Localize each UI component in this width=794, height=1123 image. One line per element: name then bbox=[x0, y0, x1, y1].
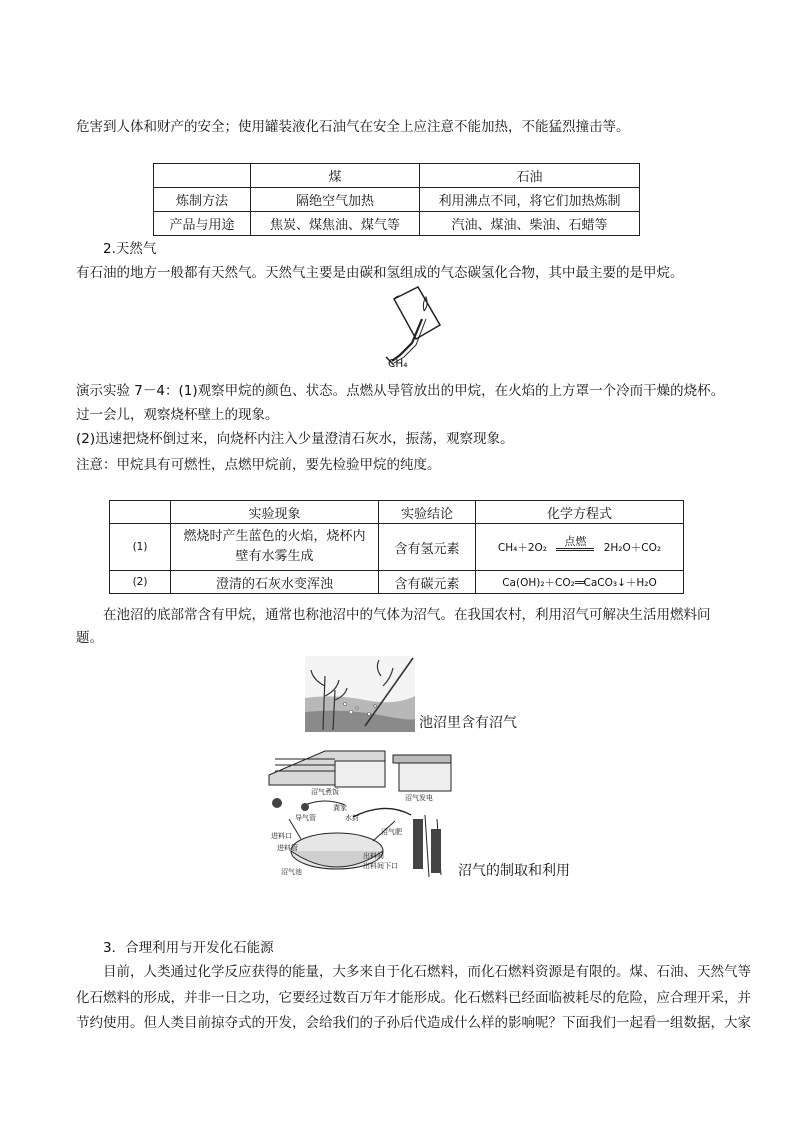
table-cell bbox=[171, 524, 379, 571]
table-header-cell: 石油 bbox=[420, 164, 640, 188]
table-header-cell: 实验现象 bbox=[171, 501, 379, 524]
table-header-cell bbox=[110, 501, 171, 524]
diagram-label: 导气管 bbox=[295, 814, 316, 822]
section-heading: 3．合理利用与开发化石能源 bbox=[103, 940, 274, 956]
paragraph-line: (2)迅速把烧杯倒过来，向烧杯内注入少量澄清石灰水，振荡，观察现象。 bbox=[76, 431, 514, 447]
table-header-cell: 实验结论 bbox=[379, 501, 476, 524]
table-cell: 澄清的石灰水变浑浊 bbox=[171, 571, 379, 594]
paragraph-line: 在池沼的底部常含有甲烷，通常也称池沼中的气体为沼气。在我国农村，利用沼气可解决生活用燃料问 bbox=[103, 607, 711, 623]
reaction-arrow bbox=[556, 536, 594, 551]
table-cell: 隔绝空气加热 bbox=[251, 188, 420, 212]
table-cell: (2) bbox=[110, 571, 171, 594]
paragraph-line: 节约使用。但人类目前掠夺式的开发，会给我们的子孙后代造成什么样的影响呢？下面我们一起看一组数据，大家 bbox=[76, 1015, 751, 1031]
diagram-label: 沼气肥 bbox=[381, 828, 402, 836]
reaction-condition: 点燃 bbox=[564, 534, 587, 548]
table-cell: 焦炭、煤焦油、煤气等 bbox=[251, 212, 420, 236]
table-cell: 炼制方法 bbox=[154, 188, 251, 212]
table-row bbox=[154, 188, 640, 212]
table-header-cell bbox=[154, 164, 251, 188]
table-cell bbox=[476, 524, 684, 571]
paragraph-line: 过一会儿，观察烧杯壁上的现象。 bbox=[76, 407, 279, 423]
equation-right: CaCO₃↓＋H₂O bbox=[583, 576, 657, 589]
ch4-label: CH₄ bbox=[388, 358, 408, 370]
table-row bbox=[154, 212, 640, 236]
paragraph-line: 目前，人类通过化学反应获得的能量，大多来自于化石燃料，而化石燃料资源是有限的。煤、石油、天然气等 bbox=[103, 964, 751, 980]
diagram-label: 水封 bbox=[345, 814, 359, 822]
table-cell: 汽油、煤油、柴油、石蜡等 bbox=[420, 212, 640, 236]
table-row bbox=[110, 571, 684, 594]
diagram-label: 沼气池 bbox=[281, 868, 302, 876]
pond-figure bbox=[305, 656, 415, 732]
diagram-label: 进料管 bbox=[277, 844, 298, 852]
table-header-row bbox=[110, 501, 684, 524]
diagram-label: 沼气煮饭 bbox=[311, 788, 339, 796]
paragraph-line: 题。 bbox=[76, 630, 103, 646]
figure-caption: 池沼里含有沼气 bbox=[419, 715, 517, 731]
table-row bbox=[110, 524, 684, 571]
table-cell: 产品与用途 bbox=[154, 212, 251, 236]
diagram-label: 粪家 bbox=[333, 804, 347, 812]
methane-experiment-table bbox=[109, 500, 684, 594]
phenomenon-text: 燃烧时产生蓝色的火焰，烧杯内 bbox=[183, 529, 366, 544]
equation-left: CH₄＋2O₂ bbox=[497, 541, 548, 554]
diagram-label: 进料口 bbox=[271, 832, 292, 840]
equation-left: Ca(OH)₂＋CO₂ bbox=[502, 576, 575, 589]
diagram-label: 出料间下口 bbox=[363, 862, 398, 870]
table-cell: 利用沸点不同，将它们加热炼制 bbox=[420, 188, 640, 212]
diagram-label: 沼气发电 bbox=[405, 794, 433, 802]
biogas-diagram bbox=[265, 745, 455, 883]
phenomenon-text: 壁有水雾生成 bbox=[235, 549, 314, 564]
intro-line: 危害到人体和财产的安全；使用罐装液化石油气在安全上应注意不能加热，不能猛烈撞击等。 bbox=[76, 119, 630, 135]
equation-right: 2H₂O＋CO₂ bbox=[603, 541, 662, 554]
coal-oil-table bbox=[153, 163, 640, 236]
table-cell: (1) bbox=[110, 524, 171, 571]
methane-beaker-figure bbox=[372, 285, 452, 375]
paragraph-line: 演示实验 7－4：(1)观察甲烷的颜色、状态。点燃从导管放出的甲烷，在火焰的上方罩一个冷而干燥的烧杯。 bbox=[76, 383, 725, 399]
figure-caption: 沼气的制取和利用 bbox=[458, 863, 570, 879]
equals-sign: ══ bbox=[574, 576, 584, 589]
table-header-cell: 煤 bbox=[251, 164, 420, 188]
table-header-cell: 化学方程式 bbox=[476, 501, 684, 524]
table-header-row bbox=[154, 164, 640, 188]
note-line: 注意：甲烷具有可燃性，点燃甲烷前，要先检验甲烷的纯度。 bbox=[76, 457, 441, 473]
table-cell bbox=[476, 571, 684, 594]
diagram-label: 出料间 bbox=[363, 852, 384, 860]
table-cell: 含有氢元素 bbox=[379, 524, 476, 571]
section-heading: 2.天然气 bbox=[103, 241, 157, 257]
paragraph-line: 化石燃料的形成，并非一日之功，它要经过数百万年才能形成。化石燃料已经面临被耗尽的危险，应合理开采，并 bbox=[76, 990, 751, 1006]
table-cell: 含有碳元素 bbox=[379, 571, 476, 594]
paragraph-line: 有石油的地方一般都有天然气。天然气主要是由碳和氢组成的气态碳氢化合物，其中最主要的是甲烷。 bbox=[76, 265, 684, 281]
